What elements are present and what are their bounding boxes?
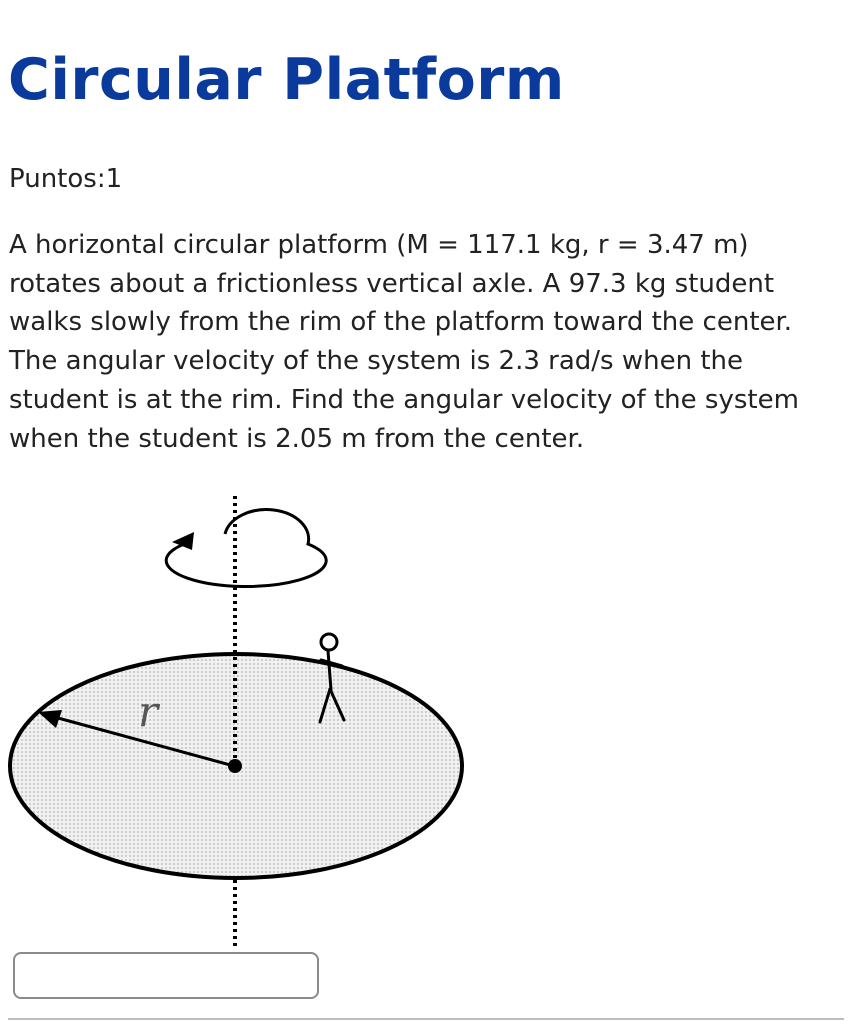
axle-center-dot	[228, 759, 242, 773]
points-label: Puntos:1	[9, 164, 123, 194]
answer-input[interactable]	[13, 952, 319, 999]
bottom-divider	[8, 1018, 844, 1020]
rotation-arrow	[166, 510, 326, 587]
page-title: Circular Platform	[8, 47, 565, 113]
platform-diagram	[0, 490, 480, 950]
radius-label: r	[138, 687, 159, 736]
problem-statement: A horizontal circular platform (M = 117.1 kg, r = 3.47 m) rotates about a frictionless vertical axle. A 97.3 kg student walks slowly from the rim of the platform toward the center. The angular velocity of the system is 2.3 rad/s when the student is at the rim. Find the angular velocity of the system when the student is 2.05 m from the center.	[9, 230, 799, 454]
